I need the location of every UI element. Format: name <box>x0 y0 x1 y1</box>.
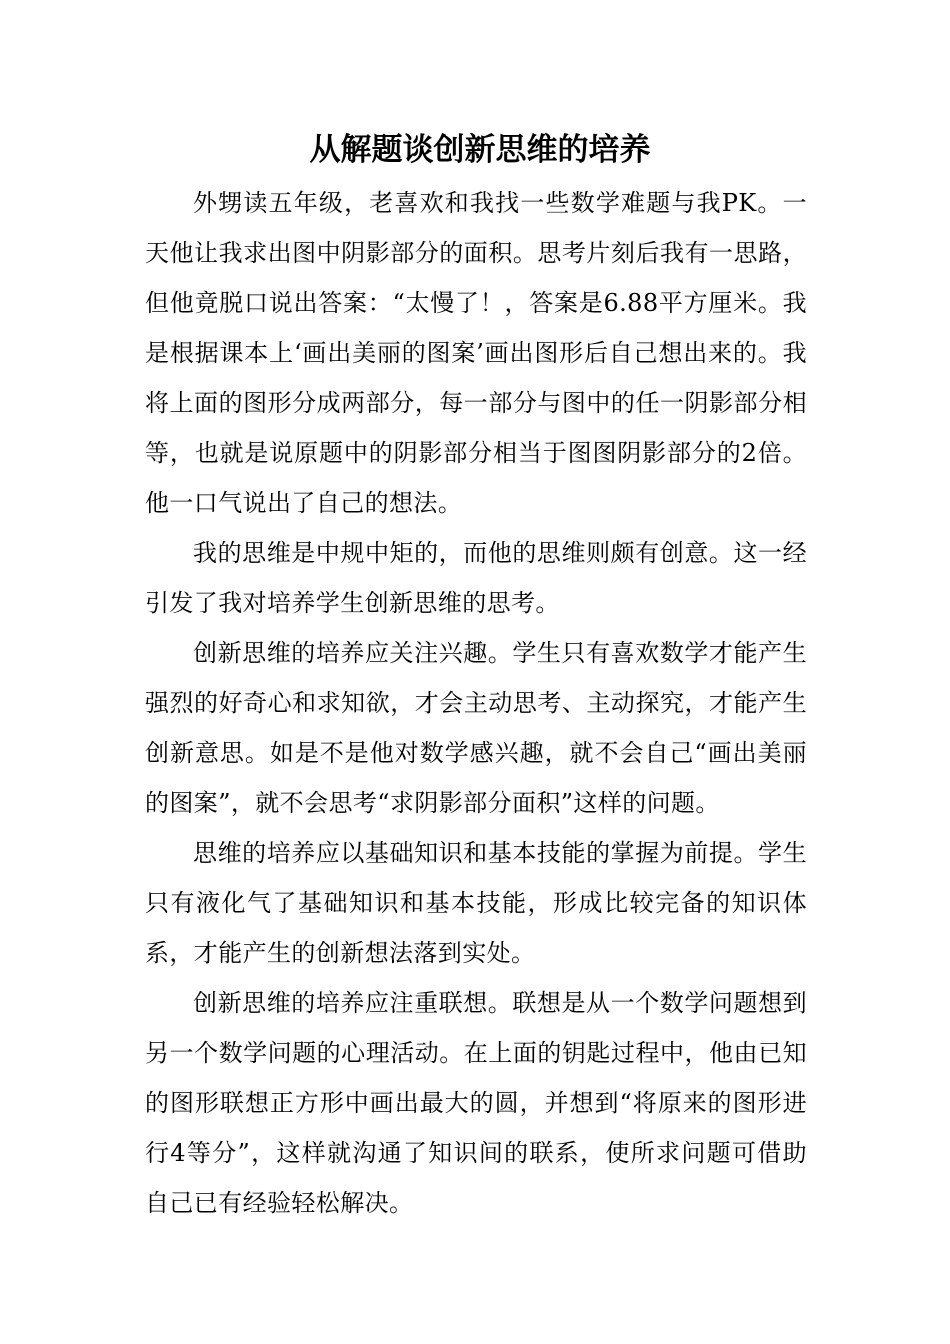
document-title: 从解题谈创新思维的培养 <box>309 132 651 168</box>
paragraph-5: 创新思维的培养应注重联想。联想是从一个数学问题想到另一个数学问题的心理活动。在上面的钥匙过程中，他由已知的图形联想正方形中画出最大的圆，并想到“将原来的图形进行4等分”，这样就沟通了知识间的联系，使所求问题可借助自己已有经验轻松解决。 <box>145 989 807 1217</box>
paragraph-3: 创新思维的培养应关注兴趣。学生只有喜欢数学才能产生强烈的好奇心和求知欲，才会主动思考、主动探究，才能产生创新意思。如是不是他对数学感兴趣，就不会自己“画出美丽的图案”，就不会思考“求阴影部分面积”这样的问题。 <box>145 639 807 817</box>
document-body <box>145 178 807 1228</box>
document-page <box>145 128 807 1228</box>
paragraph-2: 我的思维是中规中矩的，而他的思维则颇有创意。这一经引发了我对培养学生创新思维的思考。 <box>145 539 807 617</box>
paragraph-4: 思维的培养应以基础知识和基本技能的掌握为前提。学生只有液化气了基础知识和基本技能，形成比较完备的知识体系，才能产生的创新想法落到实处。 <box>145 839 807 967</box>
paragraph-1: 外甥读五年级，老喜欢和我找一些数学难题与我PK。一天他让我求出图中阴影部分的面积。思考片刻后我有一思路，但他竟脱口说出答案：“太慢了！，答案是6.88平方厘米。我是根据课本上‘画出美丽的图案’画出图形后自己想出来的。我将上面的图形分成两部分，每一部分与图中的任一阴影部分相等，也就是说原题中的阴影部分相当于图图阴影部分的2倍。他一口气说出了自己的想法。 <box>145 189 807 517</box>
